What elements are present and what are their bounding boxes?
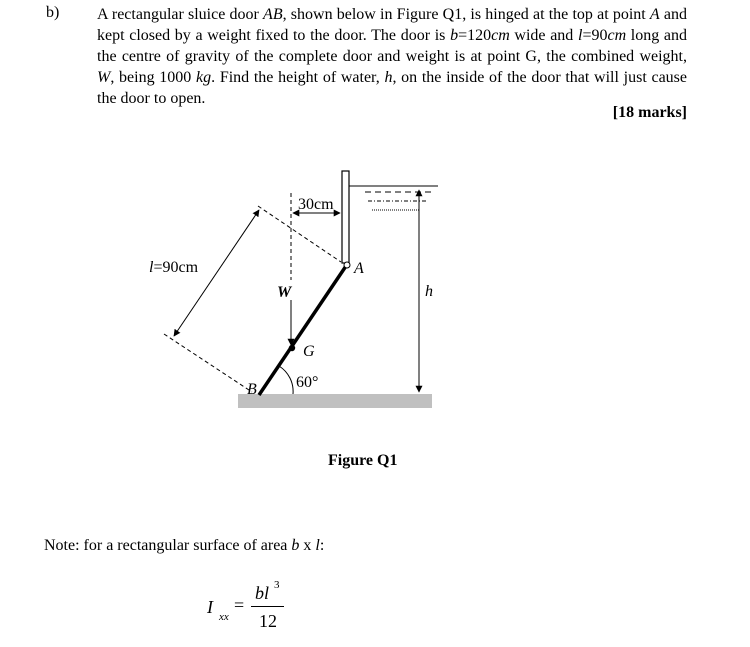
wall [342, 171, 349, 263]
fraction-bar [251, 606, 284, 607]
angle-label: 60° [296, 374, 319, 391]
formula-denominator: 12 [259, 611, 277, 631]
figure-caption: Figure Q1 [328, 452, 398, 469]
dimension-30cm-label: 30cm [298, 196, 334, 213]
formula-exponent: 3 [274, 579, 280, 591]
part-label: b) [46, 4, 60, 21]
angle-arc [279, 366, 293, 394]
centre-of-gravity [289, 345, 295, 351]
formula-equals: = [234, 595, 245, 615]
ground [238, 394, 432, 408]
formula-I: I [207, 597, 213, 617]
marks: [18 marks] [612, 104, 687, 121]
formula-subscript: xx [219, 611, 229, 623]
weight-label: W [277, 284, 292, 301]
hinge-A [344, 262, 350, 268]
point-B-label: B [247, 381, 257, 398]
formula-numerator: bl [255, 583, 270, 603]
point-G-label: G [303, 343, 315, 360]
length-label: l=90cm [149, 259, 199, 276]
note: Note: for a rectangular surface of area b x l: [44, 537, 325, 554]
height-label: h [425, 283, 433, 300]
point-A-label: A [354, 260, 364, 277]
question-text: A rectangular sluice door AB, shown below in Figure Q1, is hinged at the top at point A and kept closed by a weight fixed to the door. The door is b=120cm wide and l=90cm long and the centre of gravity of the complete door and weight is at point G, the combined weight, W, being 1000 kg. Find the height of water, h, on the inside of the door that will just cause the door to open. [97, 6, 688, 107]
